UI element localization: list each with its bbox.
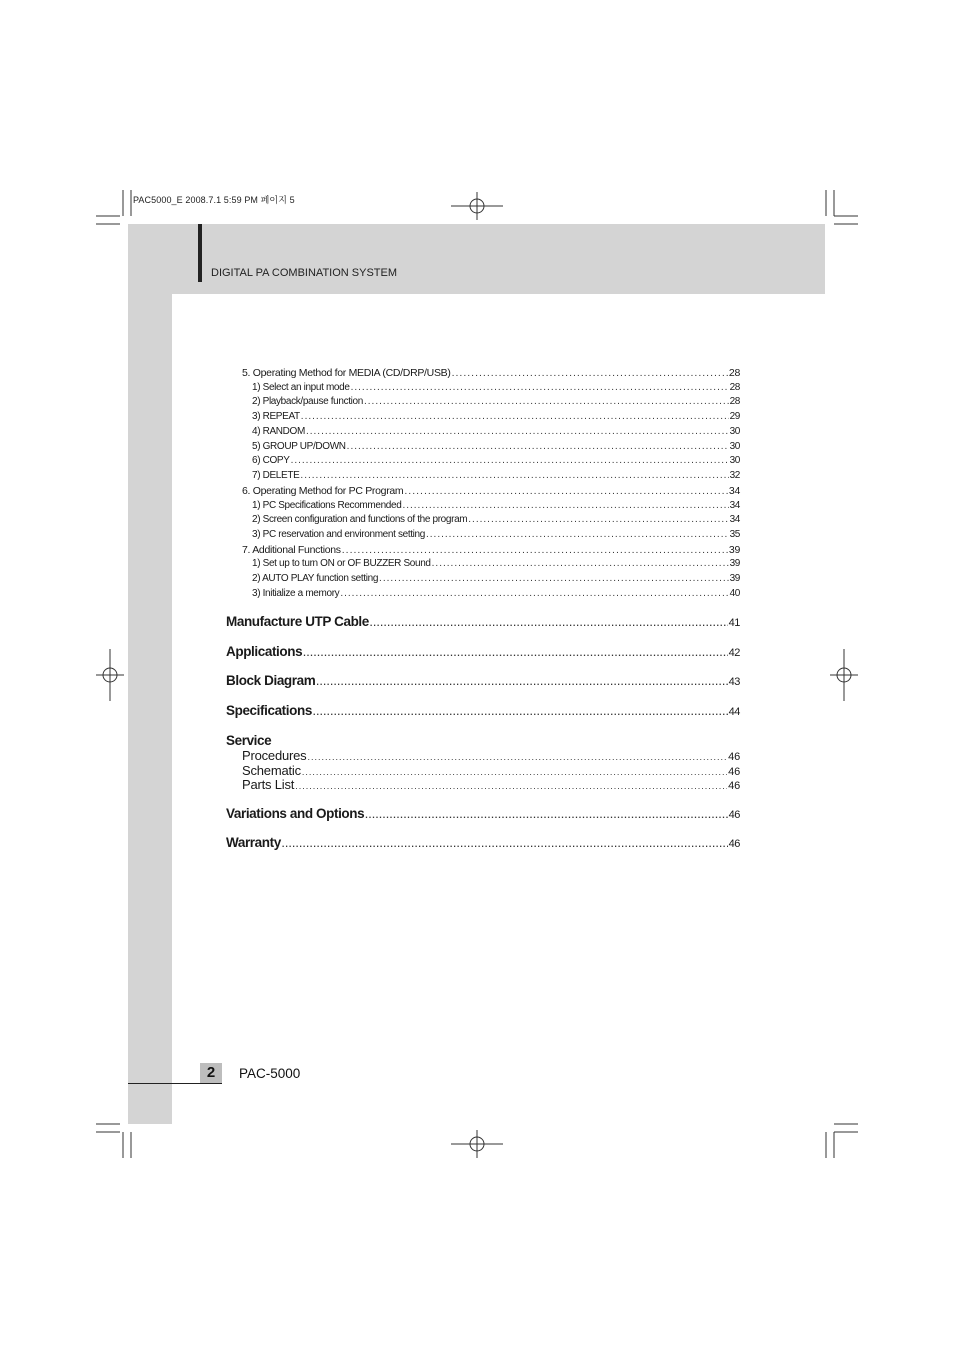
toc-entry[interactable]: 5) GROUP UP/DOWN ..... 30 — [252, 441, 740, 452]
toc-entry[interactable]: 1) PC Specifications Recommended ..... 34 — [252, 500, 740, 511]
toc-entry[interactable]: 1) Select an input mode ..... 28 — [252, 382, 740, 393]
header-accent-bar — [198, 224, 202, 282]
page-number: 2 — [206, 1064, 216, 1081]
toc-section[interactable]: Warranty ..... 46 — [226, 835, 740, 850]
toc-entry[interactable]: Schematic ..... 46 — [242, 763, 740, 778]
toc-entry[interactable]: 6) COPY ..... 30 — [252, 455, 740, 466]
footer-rule — [128, 1083, 222, 1084]
toc-entry[interactable]: 7. Additional Functions ..... 39 — [242, 544, 740, 556]
toc-section[interactable]: Variations and Options ..... 46 — [226, 806, 740, 821]
toc-entry[interactable]: 5. Operating Method for MEDIA (CD/DRP/USB) ..... 28 — [242, 367, 740, 379]
toc-section-service[interactable]: Service — [226, 733, 272, 748]
toc-section[interactable]: Block Diagram ..... 43 — [226, 673, 740, 688]
side-band — [128, 224, 172, 1124]
header-band — [128, 224, 825, 294]
toc-entry[interactable]: 1) Set up to turn ON or OF BUZZER Sound ..... 39 — [252, 558, 740, 569]
toc-entry[interactable]: Procedures ..... 46 — [242, 748, 740, 763]
toc-entry[interactable]: 2) AUTO PLAY function setting ..... 39 — [252, 573, 740, 584]
toc-entry[interactable]: 2) Playback/pause function ..... 28 — [252, 396, 740, 407]
toc-entry[interactable]: 4) RANDOM ..... 30 — [252, 426, 740, 437]
model-name: PAC-5000 — [239, 1066, 301, 1081]
toc-section[interactable]: Manufacture UTP Cable ..... 41 — [226, 614, 740, 629]
toc-entry[interactable]: 6. Operating Method for PC Program ..... 34 — [242, 485, 740, 497]
toc-section[interactable]: Applications ..... 42 — [226, 644, 740, 659]
toc-entry[interactable]: 3) REPEAT ..... 29 — [252, 411, 740, 422]
toc-section[interactable]: Specifications ..... 44 — [226, 703, 740, 718]
toc-entry[interactable]: Parts List ..... 46 — [242, 777, 740, 792]
toc-entry[interactable]: 2) Screen configuration and functions of the program ..... 34 — [252, 514, 740, 525]
header-title: DIGITAL PA COMBINATION SYSTEM — [211, 267, 398, 279]
print-slug: PAC5000_E 2008.7.1 5:59 PM 페이지 5 — [133, 195, 295, 205]
toc-entry[interactable]: 3) PC reservation and environment setting ..... 35 — [252, 529, 740, 540]
toc-entry[interactable]: 7) DELETE ..... 32 — [252, 470, 740, 481]
toc-entry[interactable]: 3) Initialize a memory ..... 40 — [252, 588, 740, 599]
